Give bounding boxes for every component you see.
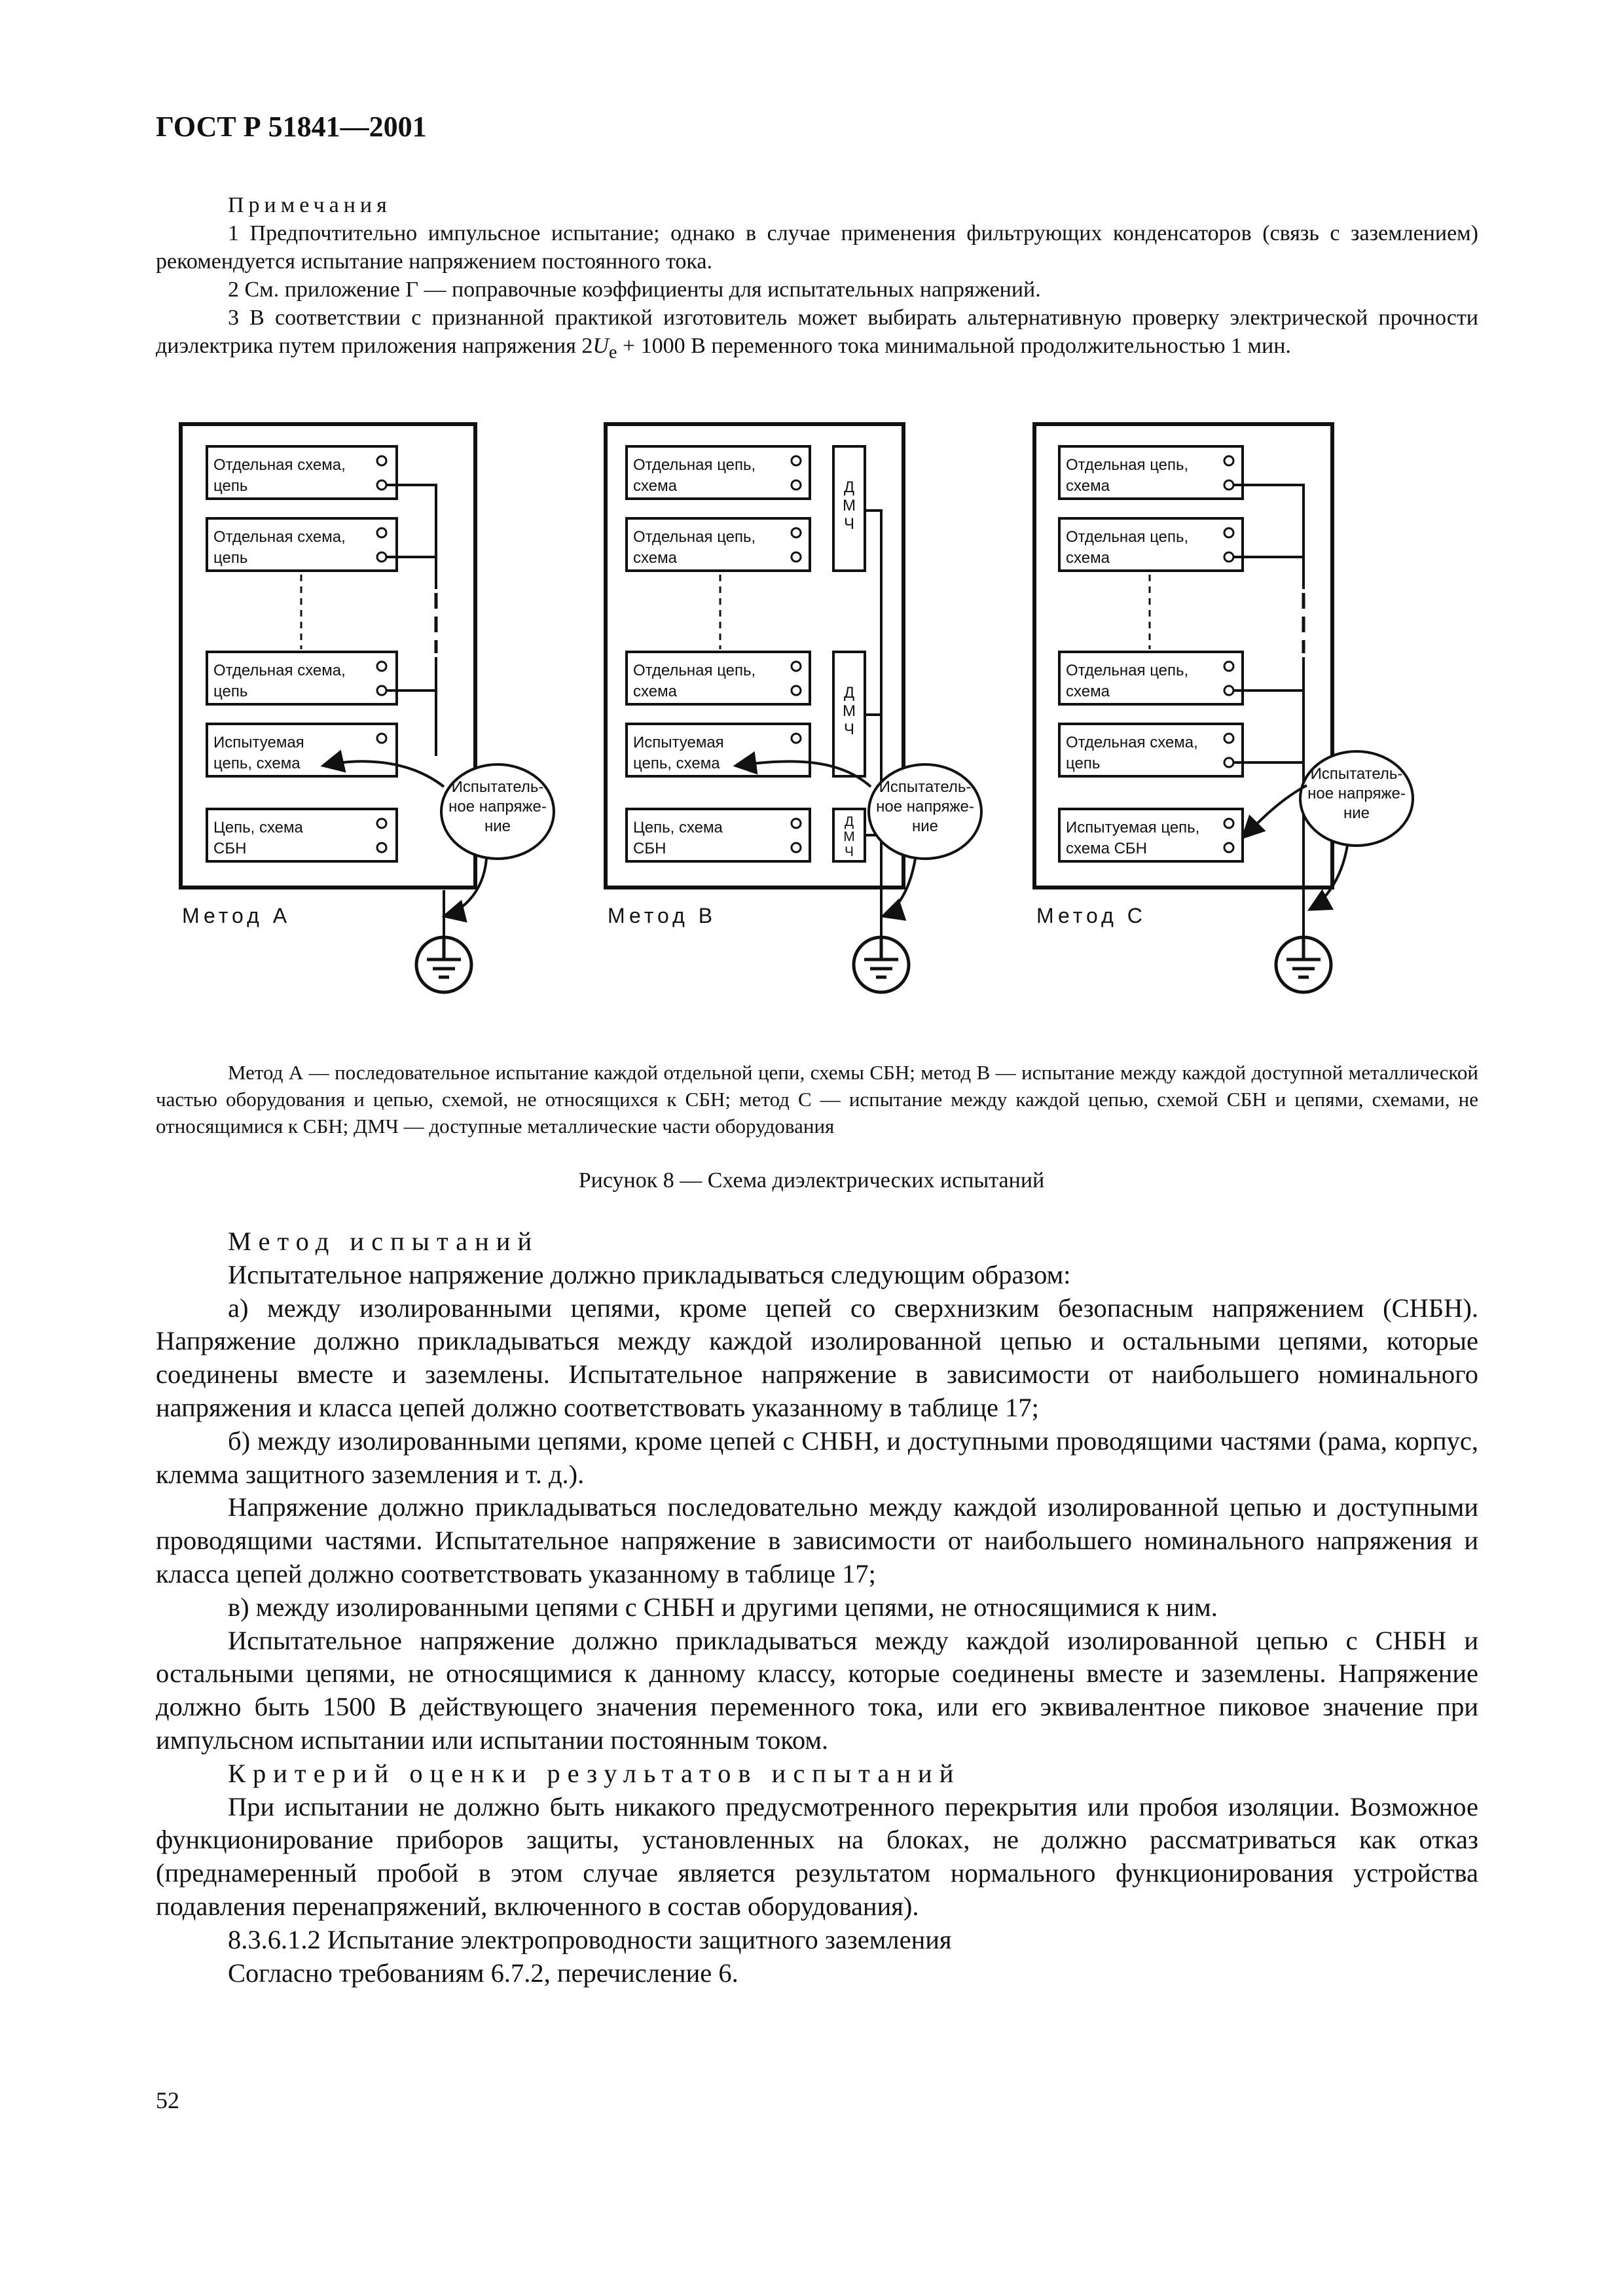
method-b-dmch-3-letter-3: Ч <box>845 844 854 859</box>
method-a-box-1-line-1: Отдельная схема, <box>213 456 346 474</box>
page-number: 52 <box>156 2087 179 2113</box>
method-c-group <box>1034 424 1413 992</box>
method-c-box-1-line-1: Отдельная цепь, <box>1066 456 1189 474</box>
notes-heading: Примечания <box>228 193 392 217</box>
method-a-box-2-line-1: Отдельная схема, <box>213 528 346 546</box>
method-a-voltage-line-3: ние <box>484 817 511 835</box>
method-c-box-1-line-2: схема <box>1066 477 1110 495</box>
method-a-box-2-line-2: цепь <box>213 549 248 567</box>
method-a-box-4-line-1: Испытуемая <box>213 734 304 751</box>
method-a-box-3-line-1: Отдельная схема, <box>213 662 346 679</box>
method-b-label: Метод В <box>608 904 717 927</box>
paragraph-8: 8.3.6.1.2 Испытание электропроводности защитного заземления <box>228 1924 952 1954</box>
method-b-box-2-line-2: схема <box>633 549 677 567</box>
method-b-dmch-2-letter-3: Ч <box>844 721 854 738</box>
method-c-voltage-line-3: ние <box>1343 804 1370 822</box>
note-3-subscript: e <box>608 342 617 363</box>
method-c-voltage-line-2: ное напряже- <box>1307 785 1406 802</box>
method-a-ground-icon <box>416 937 471 992</box>
dielectric-test-diagram <box>156 419 1478 1014</box>
method-b-box-5-line-1: Цепь, схема <box>633 819 723 836</box>
note-3-part-a: 3 В соответствии с признанной практикой изготовитель может выбирать альтернативную проверку электрической прочности диэлектрика путем приложения напряжения 2 <box>156 306 1478 358</box>
method-b-box-1-line-1: Отдельная цепь, <box>633 456 756 474</box>
figure-caption-block <box>156 1059 1478 1139</box>
method-c-box-4-line-1: Отдельная схема, <box>1066 734 1198 751</box>
paragraph-9: Согласно требованиям 6.7.2, перечисление 6. <box>228 1958 739 1988</box>
method-b-box-3-line-1: Отдельная цепь, <box>633 662 756 679</box>
method-b-box-3-line-2: схема <box>633 683 677 700</box>
method-c-box-3-line-2: схема <box>1066 683 1110 700</box>
criteria-heading: Критерий оценки результатов испытаний <box>228 1758 961 1788</box>
paragraph-4: Напряжение должно прикладываться последовательно между каждой изолированной цепью и доступными проводящими частями. Испытательное напряжение в зависимости от наибольшего номинального напряжения и класса цепей должно соответствовать указанному в таблице 17; <box>156 1492 1478 1588</box>
method-b-dmch-1-letter-1: Д <box>843 478 855 496</box>
paragraph-3: б) между изолированными цепями, кроме цепей с СНБН, и доступными проводящими частями (рама, корпус, клемма защитного заземления и т. д.). <box>156 1426 1478 1489</box>
method-b-ground-icon <box>854 937 909 992</box>
notes-block <box>156 191 1478 367</box>
paragraph-6: Испытательное напряжение должно прикладываться между каждой изолированной цепью с СНБН и остальными цепями, не относящимися к данному классу, которые соединены вместе и заземлены. Напряжение должно быть 1500 В действующего значения переменного тока, или его эквивалентное пиковое значение при импульсном испытании или испытании постоянным током. <box>156 1625 1478 1755</box>
figure-caption: Метод А — последовательное испытание каждой отдельной цепи, схемы СБН; метод В — испытание между каждой доступной металлической частью оборудования и цепью, схемой, не относящихся к СБН; метод С — испытание между каждой цепью, схемой СБН и цепями, схемами, не относящимися к СБН; ДМЧ — доступные металлические части оборудования <box>156 1061 1478 1138</box>
method-c-box-2-line-1: Отдельная цепь, <box>1066 528 1189 546</box>
paragraph-7: При испытании не должно быть никакого предусмотренного перекрытия или пробоя изоляции. Возможное функционирование приборов защиты, установленных на блоках, не должно рассматриваться как отказ (преднамеренный пробой в этом случае является результатом нормального функционирования устройства подавления перенапряжений, включенного в состав оборудования). <box>156 1791 1478 1921</box>
method-b-dmch-3-letter-2: М <box>843 829 855 844</box>
method-a-box-4-line-2: цепь, схема <box>213 755 301 772</box>
figure-title: Рисунок 8 — Схема диэлектрических испытаний <box>578 1168 1045 1193</box>
method-b-box-1-line-2: схема <box>633 477 677 495</box>
method-heading: Метод испытаний <box>228 1227 539 1256</box>
method-c-box-3-line-1: Отдельная цепь, <box>1066 662 1189 679</box>
note-2: 2 См. приложение Г — поправочные коэффициенты для испытательных напряжений. <box>228 278 1041 302</box>
method-b-dmch-3-letter-1: Д <box>844 814 854 829</box>
method-b-voltage-line-3: ние <box>911 817 939 835</box>
method-b-dmch-2-letter-2: М <box>843 702 856 720</box>
method-c-box-4-line-2: цепь <box>1066 755 1101 772</box>
method-a-voltage-line-2: ное напряже- <box>448 798 547 816</box>
method-c-box-2-line-2: схема <box>1066 549 1110 567</box>
method-b-box-5-line-2: СБН <box>633 840 666 857</box>
method-c-box-5-line-1: Испытуемая цепь, <box>1066 819 1200 836</box>
method-c-box-5-line-2: схема СБН <box>1066 840 1148 857</box>
method-b-voltage-line-2: ное напряже- <box>876 798 974 816</box>
method-b-dmch-1-letter-2: М <box>843 497 856 514</box>
method-a-voltage-line-1: Испытатель- <box>451 778 544 796</box>
method-b-dmch-2-letter-1: Д <box>843 684 855 702</box>
method-b-voltage-line-1: Испытатель- <box>879 778 972 796</box>
method-b-box-2-line-1: Отдельная цепь, <box>633 528 756 546</box>
method-b-box-4-line-2: цепь, схема <box>633 755 720 772</box>
note-3 <box>156 304 1478 367</box>
paragraph-2: а) между изолированными цепями, кроме цепей со сверхнизким безопасным напряжением (СНБН). Напряжение должно прикладываться между каждой изолированной цепью и остальными цепями, которые соединены вместе и заземлены. Испытательное напряжение в зависимости от наибольшего номинального напряжения и класса цепей должно соответствовать указанному в таблице 17; <box>156 1293 1478 1422</box>
paragraph-5: в) между изолированными цепями с СНБН и другими цепями, не относящимися к ним. <box>228 1592 1218 1622</box>
main-text <box>156 1225 1478 1990</box>
method-c-label: Метод С <box>1036 904 1146 927</box>
method-b-group <box>606 424 981 992</box>
note-1: 1 Предпочтительно импульсное испытание; однако в случае применения фильтрующих конденсаторов (связь с заземлением) рекомендуется испытание напряжением постоянного тока. <box>156 221 1478 274</box>
method-a-label: Метод А <box>182 904 291 927</box>
method-a-box-5-line-2: СБН <box>213 840 247 857</box>
note-3-u: U <box>593 334 609 358</box>
method-a-box-3-line-2: цепь <box>213 683 248 700</box>
method-c-ground-icon <box>1276 937 1331 992</box>
method-b-box-4-line-1: Испытуемая <box>633 734 724 751</box>
method-a-box-5-line-1: Цепь, схема <box>213 819 303 836</box>
paragraph-1: Испытательное напряжение должно прикладываться следующим образом: <box>228 1259 1071 1289</box>
method-c-voltage-line-1: Испытатель- <box>1310 765 1403 783</box>
method-a-box-1-line-2: цепь <box>213 477 248 495</box>
document-title: ГОСТ Р 51841—2001 <box>156 111 427 143</box>
note-3-part-b: + 1000 В переменного тока минимальной продолжительностью 1 мин. <box>617 334 1291 358</box>
method-a-group <box>181 424 554 1014</box>
method-b-dmch-1-letter-3: Ч <box>844 515 854 533</box>
